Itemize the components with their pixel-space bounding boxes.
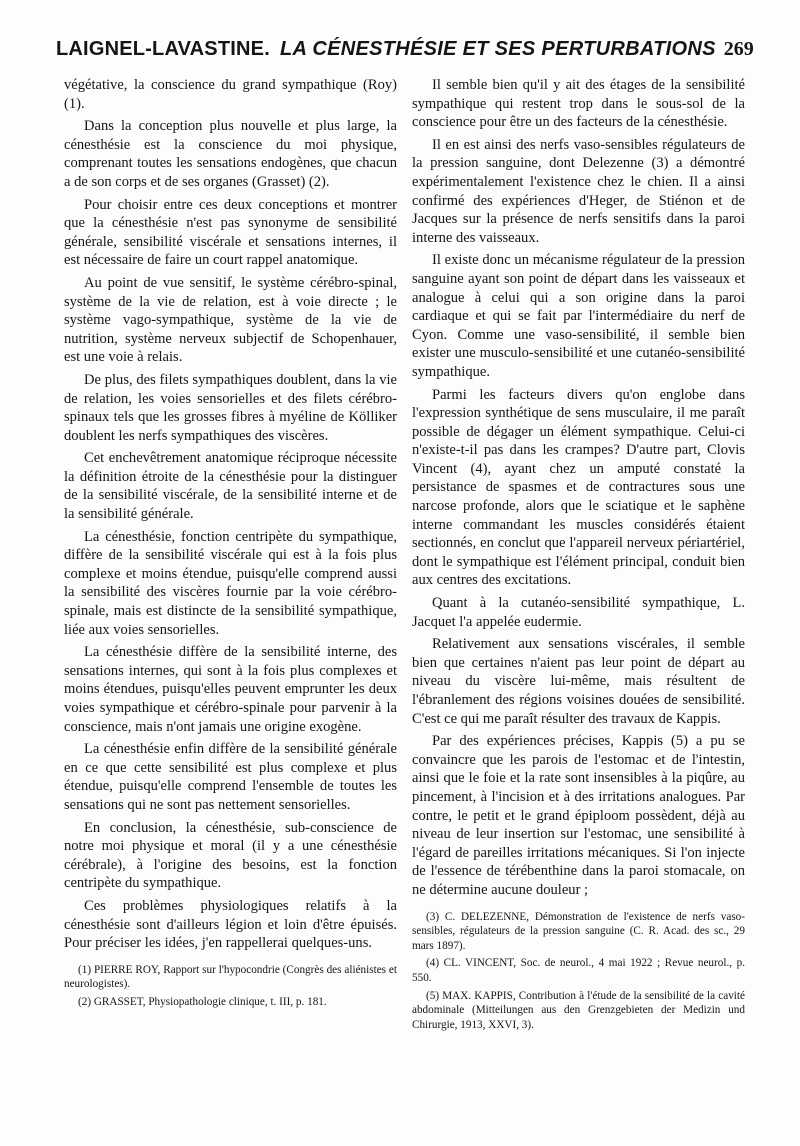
header-author: LAIGNEL-LAVASTINE. <box>56 38 270 60</box>
paragraph: La cénesthésie, fonction centripète du sympathique, diffère de la sensibilité viscérale qui est à la fois plus complexe et moins étendue, puisqu'elle comprend aussi la sensibilité des viscères fournie par la voie cérébro-spinale, mais est distincte de la sensibilité sympathique, liée aux voies sensorielles. <box>64 528 397 638</box>
paragraph: De plus, des filets sympathiques doublent, dans la vie de relation, les voies sensorielles et des filets cérébro-spinaux tels que les grosses fibres à myéline de Kölliker doublent les nerfs sympathiques des viscères. <box>64 371 397 444</box>
left-column <box>64 76 397 1013</box>
footnote: (1) PIERRE ROY, Rapport sur l'hypocondrie (Congrès des aliénistes et neurologistes). <box>64 963 397 991</box>
paragraph: Dans la conception plus nouvelle et plus large, la cénesthésie est la conscience du moi physique, comprenant toutes les sensations endogènes, que chacun a de son corps et de ses organes (Grasset) (2). <box>64 118 397 190</box>
footnotes-left <box>64 963 397 1010</box>
footnote: (3) C. DELEZENNE, Démonstration de l'existence de nerfs vaso-sensibles, régulateurs de la pression sanguine (C. R. Acad. des sc., 29 mars 1897). <box>412 910 745 952</box>
running-header <box>56 38 754 74</box>
footnote: (4) CL. VINCENT, Soc. de neurol., 4 mai 1922 ; Revue neurol., p. 550. <box>412 957 745 984</box>
paragraph: Cet enchevêtrement anatomique réciproque nécessite la définition étroite de la cénesthésie pour la distinguer de la sensibilité viscérale, de la sensibilité interne et de la sensibilité générale. <box>64 450 397 523</box>
paragraph: En conclusion, la cénesthésie, sub-conscience de notre moi physique et moral (il y a une cénesthésie cérébrale), à l'origine des besoins, est la fonction centripète du sympathique. <box>64 819 397 892</box>
paragraph: végétative, la conscience du grand sympathique (Roy) (1). <box>64 77 397 112</box>
paragraph: Ces problèmes physiologiques relatifs à la cénesthésie sont d'ailleurs légion et loin d'être épuisés. Pour préciser les idées, j'en rappellerai quelques-uns. <box>64 897 397 952</box>
footnote: (2) GRASSET, Physiopathologie clinique, t. III, p. 181. <box>78 995 327 1008</box>
footnote: (5) MAX. KAPPIS, Contribution à l'étude de la sensibilité de la cavité abdominale (Mitteilungen aus den Grenzgebieten der Medizin und Chirurgie, 1913, XXVI, 3). <box>412 989 745 1031</box>
footnotes-right <box>412 910 745 1033</box>
paragraph: Il semble bien qu'il y ait des étages de la sensibilité sympathique qui restent trop dans le sous-sol de la conscience pour être un des facteurs de la cénesthésie. <box>412 77 745 131</box>
paragraph: La cénesthésie diffère de la sensibilité interne, des sensations internes, qui sont à la fois plus complexes et moins étendues, puisqu'elles peuvent emprunter les deux voies sympathique et cérébro-spinale pour parvenir à la conscience, mais n'ont jamais une origine exogène. <box>64 644 397 735</box>
paragraph: Au point de vue sensitif, le système cérébro-spinal, système de la vie de relation, est à voie directe ; le système vago-sympathique, système de la vie de nutrition, système nerveux subjectif de Schopenhauer, est une voie à relais. <box>64 274 397 366</box>
paragraph: Parmi les facteurs divers qu'on englobe dans l'expression synthétique de sens musculaire, il me paraît possible de dégager un élément sympathique. Celui-ci n'existe-t-il pas dans les crampes? D'autre part, Clovis Vincent (4), ayant chez un amputé constaté la persistance de spasmes et de contractures sous une narcose profonde, alors que le sciatique et le saphène interne commandant les muscles considérés étaient sectionnés, en conclut que l'appareil nerveux périartériel, dont le sympathique est l'élément principal, conduit bien aux centres des excitations. <box>412 386 745 589</box>
right-column <box>412 76 745 1035</box>
paragraph: La cénesthésie enfin diffère de la sensibilité générale en ce que cette sensibilité est plus complexe et plus étendue, puisqu'elle comprend l'ensemble de toutes les sensations qui ne sont pas nettement sensorielles. <box>64 741 397 813</box>
paragraph: Quant à la cutanéo-sensibilité sympathique, L. Jacquet l'a appelée eudermie. <box>412 595 745 630</box>
paragraph: Pour choisir entre ces deux conceptions et montrer que la cénesthésie n'est pas synonyme de sensibilité générale, sensibilité viscérale et sensations internes, il est nécessaire de faire un court rappel anatomique. <box>64 196 397 269</box>
paragraph: Il existe donc un mécanisme régulateur de la pression sanguine ayant son point de départ dans les vaisseaux et analogue à celui qui a son origine dans la paroi cardiaque et qui se fait par l'intermédiaire du nerf de Cyon. Comme une vaso-sensibilité, il semble bien exister une musculo-sensibilité et une cutanéo-sensibilité sympathique. <box>412 252 745 380</box>
page-number: 269 <box>723 38 754 60</box>
paragraph: Il en est ainsi des nerfs vaso-sensibles régulateurs de la pression sanguine, dont Delezenne (3) a démontré expérimentalement l'existence chez le chien. Il a ainsi confirmé des expériences d'Heger, de Stiénon et de Jacques sur la présence de nerfs sensitifs dans la paroi interne des vaisseaux. <box>412 136 745 246</box>
paragraph: Par des expériences précises, Kappis (5) a pu se convaincre que les parois de l'estomac et de l'intestin, ainsi que le foie et la rate sont insensibles à la piqûre, au pincement, à l'incision et à des irritations analogues. Par contre, le petit et le grand épiploom possèdent, déjà au niveau de leur insertion sur l'estomac, une sensibilité à l'égard de pareilles irritations mécaniques. Si l'on injecte de l'essence de térébenthine dans la paroi stomacale, on ne détermine aucune douleur ; <box>412 733 745 898</box>
paragraph: Relativement aux sensations viscérales, il semble bien que certaines n'aient pas leur point de départ au niveau du viscère lui-même, mais résultent de l'ébranlement des régions voisines douées de sensibilité. C'est ce qui me paraît résulter des travaux de Kappis. <box>412 636 745 727</box>
header-title: LA CÉNESTHÉSIE ET SES PERTURBATIONS <box>279 38 716 60</box>
